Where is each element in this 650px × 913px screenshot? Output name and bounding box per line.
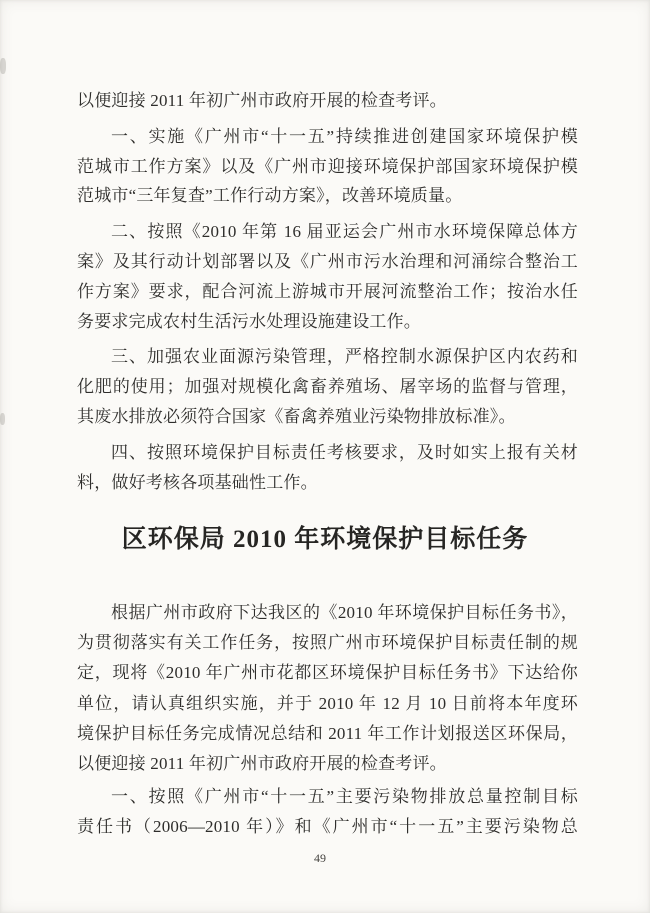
text-line: 根据广州市政府下达我区的《2010 年环境保护目标任务书》， xyxy=(111,603,578,622)
paragraph xyxy=(77,782,578,842)
text-line: 案》及其行动计划部署以及《广州市污水治理和河涌综合整治工 xyxy=(77,251,578,271)
page-number: 49 xyxy=(314,851,326,865)
text-line: 一、实施《广州市“十一五”持续推进创建国家环境保护模 xyxy=(111,126,578,146)
scan-artifact xyxy=(0,413,5,425)
text-line: 料，做好考核各项基础性工作。 xyxy=(77,472,318,492)
text-line: 务要求完成农村生活污水处理设施建设工作。 xyxy=(77,311,421,331)
text-line: 单位，请认真组织实施，并于 2010 年 12 月 10 日前将本年度环 xyxy=(77,693,578,713)
text-line: 范城市工作方案》以及《广州市迎接环境保护部国家环境保护模 xyxy=(77,156,578,176)
paragraph xyxy=(77,342,578,431)
text-line: 作方案》要求，配合河流上游城市开展河流整治工作；按治水任 xyxy=(77,281,578,301)
text-line: 责任书（2006—2010 年）》和《广州市“十一五”主要污染物总 xyxy=(77,817,578,837)
text-line: 一、按照《广州市“十一五”主要污染物排放总量控制目标 xyxy=(111,787,578,807)
text-line: 化肥的使用；加强对规模化禽畜养殖场、屠宰场的监督与管理， xyxy=(77,377,578,397)
text-line: 为贯彻落实有关工作任务，按照广州市环境保护目标责任制的规 xyxy=(77,633,578,653)
paragraph xyxy=(77,217,578,336)
text-line: 二、按照《2010 年第 16 届亚运会广州市水环境保障总体方 xyxy=(111,222,578,242)
scan-artifact xyxy=(0,58,6,74)
text-line: 四、按照环境保护目标责任考核要求，及时如实上报有关材 xyxy=(111,442,578,462)
text-line: 其废水排放必须符合国家《畜禽养殖业污染物排放标准》。 xyxy=(77,406,516,426)
paragraph xyxy=(77,598,578,779)
text-line: 以便迎接 2011 年初广州市政府开展的检查考评。 xyxy=(77,91,447,110)
text-line: 范城市“三年复查”工作行动方案》，改善环境质量。 xyxy=(77,186,463,206)
continuation-paragraphs-block xyxy=(77,86,578,503)
paragraph xyxy=(77,438,578,498)
text-line: 三、加强农业面源污染管理，严格控制水源保护区内农药和 xyxy=(111,347,578,367)
section-body-paragraphs-block xyxy=(77,598,578,846)
paragraph xyxy=(77,122,578,211)
text-line: 境保护目标任务完成情况总结和 2011 年工作计划报送区环保局， xyxy=(77,723,578,743)
text-line: 定，现将《2010 年广州市花都区环境保护目标任务书》下达给你 xyxy=(77,663,578,683)
section-heading: 区环保局 2010 年环境保护目标任务 xyxy=(121,526,529,553)
text-line: 以便迎接 2011 年初广州市政府开展的检查考评。 xyxy=(77,754,447,774)
paragraph xyxy=(77,86,578,116)
